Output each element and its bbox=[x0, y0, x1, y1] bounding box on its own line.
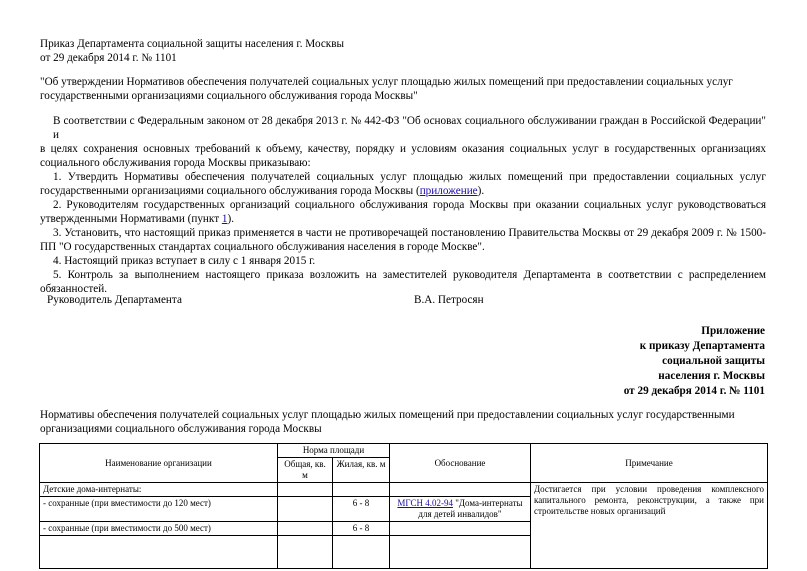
note-cell: Достигается при условии проведения комплексного капитального ремонта, реконструкции, а также при строительстве новых организаций bbox=[531, 483, 768, 569]
item5-line1: 5. Контроль за выполнением настоящего приказа возложить на заместителей руководителя Департамента в соответствии с распределением bbox=[53, 269, 766, 281]
row2-living: 6 - 8 bbox=[333, 522, 390, 536]
row1-living: 6 - 8 bbox=[333, 497, 390, 522]
item1-line1: 1. Утвердить Нормативы обеспечения получателей социальных услуг площадью жилых помещений при предоставлении социальных услуг bbox=[53, 171, 766, 183]
col-living-header: Жилая, кв. м bbox=[333, 458, 390, 483]
order-title-line2: государственными организациями социального обслуживания города Москвы" bbox=[40, 90, 418, 102]
order-title bbox=[40, 75, 770, 103]
item3-line1: 3. Установить, что настоящий приказ применяется в части не противоречащей постановлению Правительства Москвы от 29 декабря 2009 г. № 1500- bbox=[53, 227, 766, 239]
order-title-line1: "Об утверждении Нормативов обеспечения получателей социальных услуг площадью жилых помещений при предоставлении социальных услуг bbox=[40, 76, 733, 88]
point1-link[interactable]: 1 bbox=[221, 213, 228, 225]
mgsn-link[interactable]: МГСН 4.02-94 bbox=[397, 498, 453, 508]
col-norm-header: Норма площади bbox=[278, 444, 390, 458]
item4: 4. Настоящий приказ вступает в силу с 1 января 2015 г. bbox=[53, 255, 316, 267]
col-note-header: Примечание bbox=[531, 444, 768, 483]
appendix-line4: населения г. Москвы bbox=[658, 370, 765, 382]
col-org-header: Наименование организации bbox=[40, 444, 278, 483]
item2-line1: 2. Руководителям государственных организаций социального обслуживания города Москвы при оказании социальных услуг руководствоваться bbox=[53, 199, 766, 211]
order-body bbox=[40, 114, 766, 296]
item1-line2: государственными организациями социального обслуживания города Москвы (приложение). bbox=[40, 185, 485, 197]
signature-name: В.А. Петросян bbox=[414, 294, 484, 306]
item3-line2: ПП "О государственных стандартах социального обслуживания населения в городе Москве". bbox=[40, 241, 485, 253]
appendix-header bbox=[465, 324, 765, 399]
item2-line2: утвержденными Нормативами (пункт 1). bbox=[40, 213, 235, 225]
col-total-header: Общая, кв. м bbox=[278, 458, 333, 483]
norms-title-line2: организациями социального обслуживания города Москвы bbox=[40, 423, 322, 435]
preamble-line3: социального обслуживания города Москвы приказываю: bbox=[40, 157, 311, 169]
row1-basis: МГСН 4.02-94 "Дома-интернаты для детей инвалидов" bbox=[390, 497, 531, 522]
row1-name: - сохранные (при вместимости до 120 мест) bbox=[40, 497, 278, 522]
group-cell: Детские дома-интернаты: bbox=[40, 483, 278, 497]
appendix-line3: социальной защиты bbox=[662, 355, 765, 367]
preamble-line2: в целях сохранения основных требований к объему, качеству, порядку и условиям оказания социальных услуг в государственных организациях bbox=[40, 143, 766, 155]
order-header-line2: от 29 декабря 2014 г. № 1101 bbox=[40, 52, 177, 64]
table-header-row bbox=[40, 444, 768, 458]
signature-position: Руководитель Департамента bbox=[47, 294, 182, 306]
preamble-line1: В соответствии с Федеральным законом от 28 декабря 2013 г. № 442-ФЗ "Об основах социального обслуживании граждан в Российской Федерации" и bbox=[53, 115, 766, 141]
row2-name: - сохранные (при вместимости до 500 мест) bbox=[40, 522, 278, 536]
norms-title-line1: Нормативы обеспечения получателей социальных услуг площадью жилых помещений при предоставлении социальных услуг государственными bbox=[40, 409, 735, 421]
table-row bbox=[40, 483, 768, 497]
appendix-line2: к приказу Департамента bbox=[639, 340, 765, 352]
norms-title bbox=[40, 408, 770, 436]
appendix-line5: от 29 декабря 2014 г. № 1101 bbox=[623, 385, 765, 397]
order-header-line1: Приказ Департамента социальной защиты населения г. Москвы bbox=[40, 38, 345, 50]
appendix-link[interactable]: приложение bbox=[419, 185, 478, 197]
order-header bbox=[40, 37, 344, 65]
col-basis-header: Обоснование bbox=[390, 444, 531, 483]
item5-line2: обязанностей. bbox=[40, 283, 107, 295]
norms-table bbox=[39, 443, 768, 569]
appendix-line1: Приложение bbox=[701, 325, 765, 337]
